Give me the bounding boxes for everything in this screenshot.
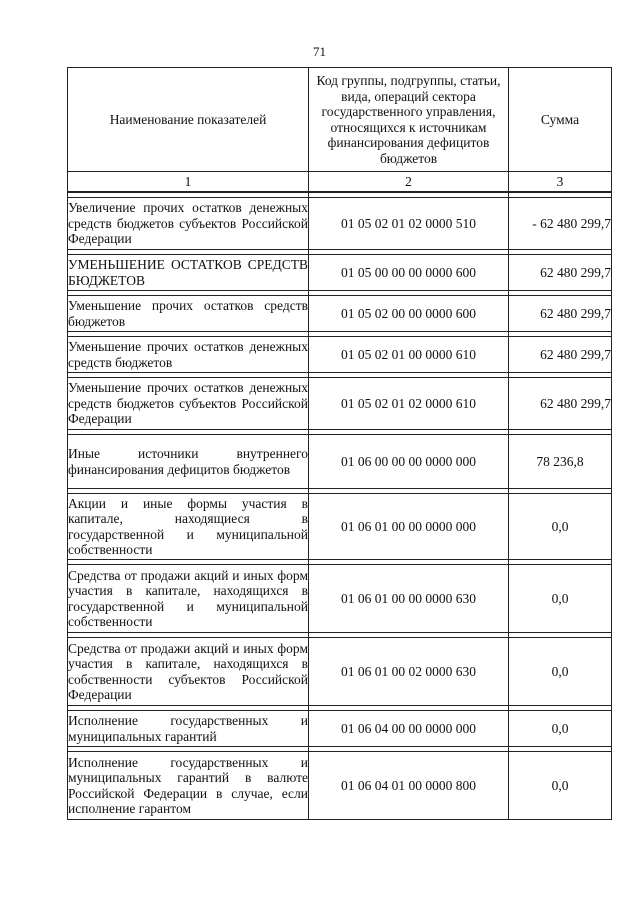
row-sum: 0,0 (509, 711, 612, 747)
row-name: Средства от продажи акций и иных форм участия в капитале, находящихся в собственности субъектов Российской Федерации (68, 638, 309, 706)
row-name: Исполнение государственных и муниципальных гарантий в валюте Российской Федерации в случае, если исполнение гарантом (68, 752, 309, 820)
row-sum: 0,0 (509, 494, 612, 560)
page-number: 71 (313, 44, 326, 59)
table-row (68, 296, 612, 332)
table-row (68, 638, 612, 706)
table-row (68, 565, 612, 633)
row-code: 01 06 00 00 00 0000 000 (309, 435, 509, 489)
table-row (68, 752, 612, 820)
row-code: 01 05 02 01 02 0000 510 (309, 198, 509, 250)
row-sum: 62 480 299,7 (509, 337, 612, 373)
row-name: Увеличение прочих остатков денежных средств бюджетов субъектов Российской Федерации (68, 198, 309, 250)
row-sum: 78 236,8 (509, 435, 612, 489)
table-row (68, 378, 612, 430)
row-code: 01 05 02 01 02 0000 610 (309, 378, 509, 430)
row-sum: 0,0 (509, 638, 612, 706)
table-row (68, 711, 612, 747)
row-code: 01 05 02 00 00 0000 600 (309, 296, 509, 332)
table-row (68, 255, 612, 291)
row-sum: - 62 480 299,7 (509, 198, 612, 250)
row-code: 01 06 01 00 02 0000 630 (309, 638, 509, 706)
row-code: 01 06 01 00 00 0000 000 (309, 494, 509, 560)
table-header-row (68, 68, 612, 172)
header-code (309, 68, 509, 172)
row-sum: 0,0 (509, 752, 612, 820)
table-row (68, 435, 612, 489)
row-name: Уменьшение прочих остатков денежных средств бюджетов (68, 337, 309, 373)
row-name: Исполнение государственных и муниципальных гарантий (68, 711, 309, 747)
header-sum-text: Сумма (540, 111, 580, 127)
row-name: Уменьшение прочих остатков денежных средств бюджетов субъектов Российской Федерации (68, 378, 309, 430)
row-code: 01 05 02 01 00 0000 610 (309, 337, 509, 373)
header-name-text: Наименование показателей (109, 111, 267, 127)
row-code: 01 06 04 01 00 0000 800 (309, 752, 509, 820)
row-code: 01 06 04 00 00 0000 000 (309, 711, 509, 747)
table-row (68, 494, 612, 560)
row-code: 01 05 00 00 00 0000 600 (309, 255, 509, 291)
row-name: Уменьшение прочих остатков средств бюджетов (68, 296, 309, 332)
table-row (68, 337, 612, 373)
row-sum: 62 480 299,7 (509, 255, 612, 291)
budget-sources-table (67, 67, 612, 820)
column-number-row (68, 172, 612, 193)
header-sum (509, 68, 612, 172)
row-name: Акции и иные формы участия в капитале, находящиеся в государственной и муниципальной собственности (68, 494, 309, 560)
header-name (68, 68, 309, 172)
row-sum: 62 480 299,7 (509, 296, 612, 332)
header-code-text: Код группы, подгруппы, статьи, вида, операций сектора государственного управления, относящихся к источникам финансирования дефицитов бюджетов (316, 73, 501, 166)
row-name: Иные источники внутреннего финансирования дефицитов бюджетов (68, 435, 309, 489)
column-number: 2 (309, 172, 509, 193)
row-name: УМЕНЬШЕНИЕ ОСТАТКОВ СРЕДСТВ БЮДЖЕТОВ (68, 255, 309, 291)
row-name: Средства от продажи акций и иных форм участия в капитале, находящихся в государственной и муниципальной собственности (68, 565, 309, 633)
row-code: 01 06 01 00 00 0000 630 (309, 565, 509, 633)
row-sum: 0,0 (509, 565, 612, 633)
row-sum: 62 480 299,7 (509, 378, 612, 430)
table-row (68, 198, 612, 250)
column-number: 3 (509, 172, 612, 193)
column-number: 1 (68, 172, 309, 193)
